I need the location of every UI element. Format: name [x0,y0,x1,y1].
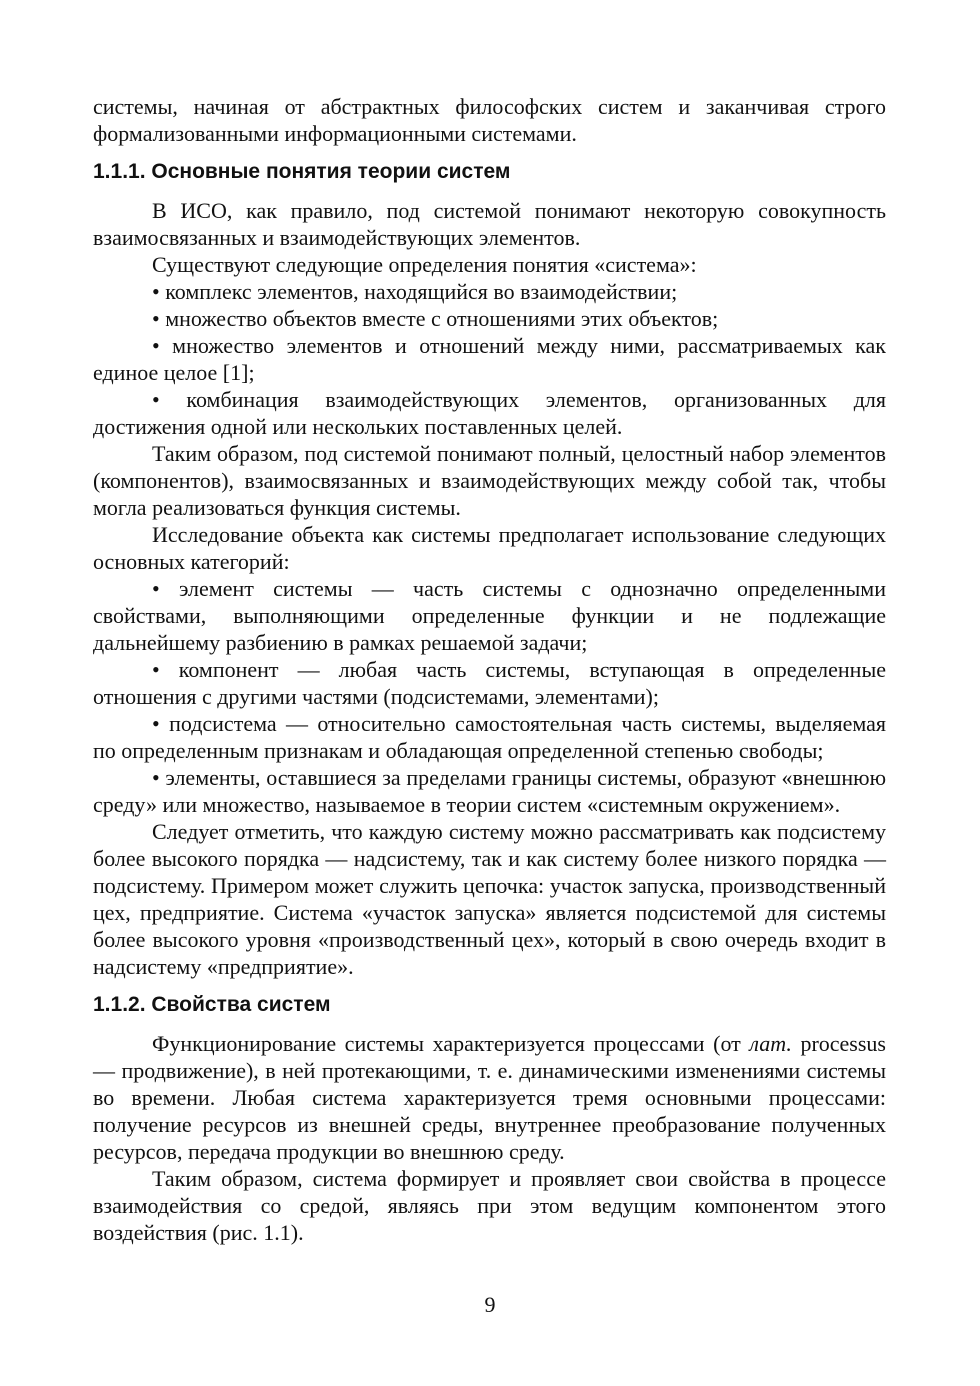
list-item: • комплекс элементов, находящийся во взаимодействии; [93,278,886,305]
paragraph: Исследование объекта как системы предполагает использование следующих основных категорий: [93,522,886,574]
list-item: • элементы, оставшиеся за пределами границы системы, образуют «внешнюю среду» или множество, называемое в теории систем «системным окружением». [93,764,886,818]
page-number: 9 [484,1292,496,1317]
paragraph: Следует отметить, что каждую систему можно рассматривать как подсистему более высокого порядка — надсистему, так и как систему более низкого порядка — подсистему. Примером может служить цепочка: участок запуска, производственный цех, предприятие. Система «участок запуска» является подсистемой для системы более высокого уровня «производственный цех», который в свою очередь входит в надсистему «предприятие». [93,819,886,979]
text-run: processus — продвижение), в ней протекающими, т. е. динамическими изменениями системы во времени. Любая система характеризуется тремя основными процессами: получение ресурсов из внешней среды, внутреннее преобразование полученных ресурсов, передача продукции во внешнюю среду. [93,1031,886,1164]
paragraph: Таким образом, система формирует и проявляет свои свойства в процессе взаимодействия со средой, являясь при этом ведущим компонентом этого воздействия (рис. 1.1). [93,1166,886,1245]
list-item: • подсистема — относительно самостоятельная часть системы, выделяемая по определенным признакам и обладающая определенной степенью свободы; [93,710,886,764]
list-item: • компонент — любая часть системы, вступающая в определенные отношения с другими частями (подсистемами, элементами); [93,656,886,710]
paragraph: Таким образом, под системой понимают полный, целостный набор элементов (компонентов), взаимосвязанных и взаимодействующих между собой так, чтобы могла реализоваться функция системы. [93,441,886,520]
paragraph [93,1030,886,1165]
section-heading-1-1-2: 1.1.2. Свойства систем [93,993,331,1016]
page-body [93,93,886,1246]
italic-abbreviation: лат. [749,1031,792,1056]
paragraph: Существуют следующие определения понятия «система»: [152,252,697,277]
list-item: • множество объектов вместе с отношениями этих объектов; [93,305,886,332]
list-item: • комбинация взаимодействующих элементов, организованных для достижения одной или нескольких поставленных целей. [93,386,886,440]
intro-paragraph: системы, начиная от абстрактных философских систем и заканчивая строго формализованными информационными системами. [93,94,886,146]
list-item: • множество элементов и отношений между ними, рассматриваемых как единое целое [1]; [93,332,886,386]
paragraph: В ИСО, как правило, под системой понимают некоторую совокупность взаимосвязанных и взаимодействующих элементов. [93,198,886,250]
section-heading-1-1-1: 1.1.1. Основные понятия теории систем [93,160,511,183]
list-item: • элемент системы — часть системы с однозначно определенными свойствами, выполняющими определенные функции и не подлежащие дальнейшему разбиению в рамках решаемой задачи; [93,575,886,656]
text-run: Функционирование системы характеризуется процессами (от [152,1031,750,1056]
